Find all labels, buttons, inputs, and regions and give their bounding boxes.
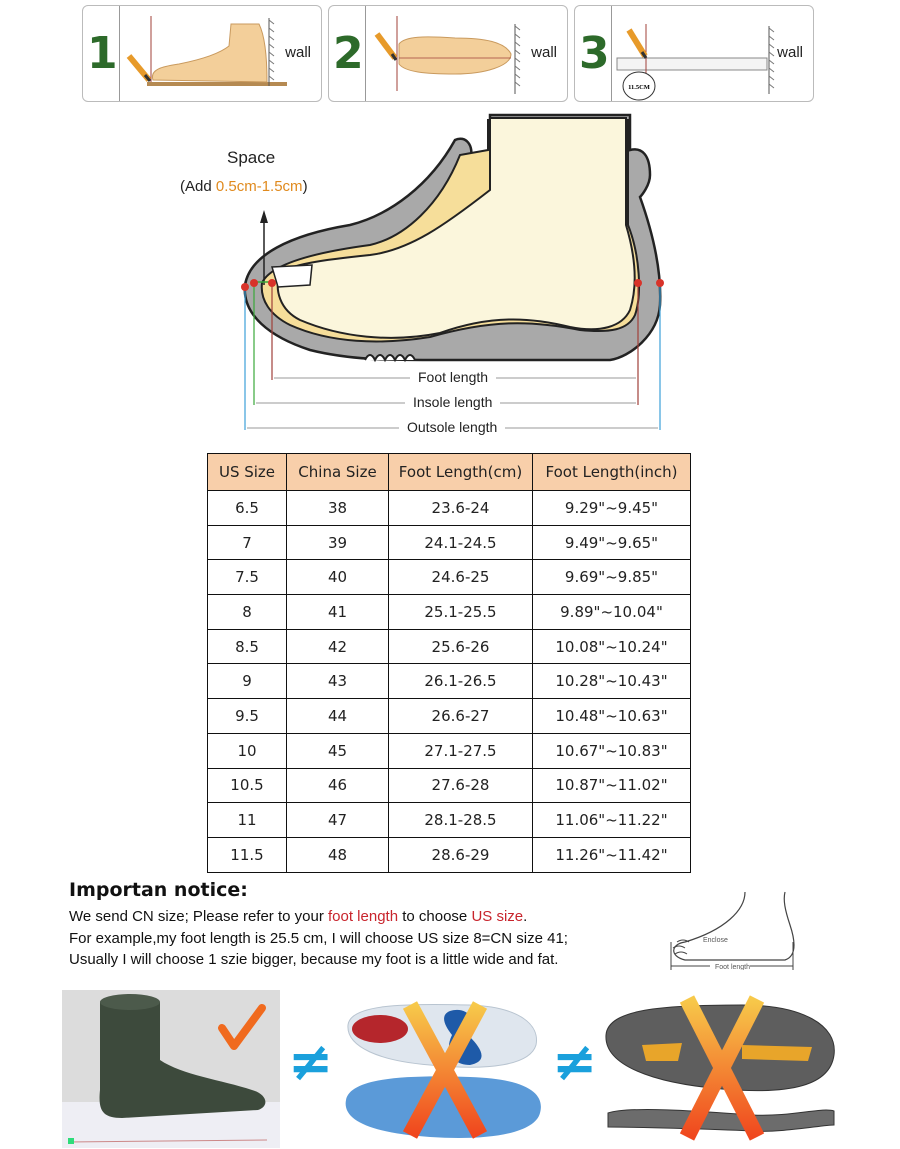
cell-china-size: 42	[287, 629, 389, 664]
cell-us-size: 8.5	[208, 629, 287, 664]
cell-foot-length-cm: 26.1-26.5	[389, 664, 533, 699]
cell-foot-length-inch: 11.06"~11.22"	[533, 803, 691, 838]
step-3-panel	[574, 5, 814, 102]
foot-length-label: Foot length	[410, 369, 496, 385]
pencil-icon	[629, 30, 646, 58]
not-equal-icon: ≠	[552, 1030, 598, 1093]
outsole-length-label: Outsole length	[399, 419, 505, 435]
table-row	[208, 664, 691, 699]
cell-foot-length-cm: 23.6-24	[389, 491, 533, 526]
outsole-photo	[602, 995, 838, 1145]
table-row	[208, 629, 691, 664]
space-value: 0.5cm-1.5cm	[215, 178, 303, 195]
us-size-highlight: US size	[471, 908, 524, 925]
svg-text:Enclose: Enclose	[703, 937, 728, 944]
cell-foot-length-cm: 25.1-25.5	[389, 595, 533, 630]
cell-us-size: 8	[208, 595, 287, 630]
step-2-panel	[328, 5, 568, 102]
cell-foot-length-cm: 28.1-28.5	[389, 803, 533, 838]
cell-foot-length-cm: 27.1-27.5	[389, 733, 533, 768]
step-number: 1	[87, 28, 118, 79]
size-chart-table	[207, 453, 691, 873]
cell-foot-length-inch: 9.29"~9.45"	[533, 491, 691, 526]
cell-foot-length-cm: 28.6-29	[389, 837, 533, 872]
cell-us-size: 11	[208, 803, 287, 838]
cell-china-size: 41	[287, 595, 389, 630]
cell-china-size: 45	[287, 733, 389, 768]
cell-china-size: 47	[287, 803, 389, 838]
foot-model-photo	[62, 990, 280, 1148]
table-row	[208, 595, 691, 630]
notice-line-1: We send CN size; Please refer to your foot length to choose US size.	[69, 908, 528, 925]
shoe-cross-section-diagram	[230, 105, 680, 435]
cell-foot-length-cm: 24.6-25	[389, 560, 533, 595]
cell-us-size: 6.5	[208, 491, 287, 526]
cell-foot-length-inch: 9.89"~10.04"	[533, 595, 691, 630]
table-row	[208, 525, 691, 560]
table-row	[208, 803, 691, 838]
cell-foot-length-cm: 24.1-24.5	[389, 525, 533, 560]
table-row	[208, 560, 691, 595]
table-row	[208, 491, 691, 526]
header-foot-length-cm: Foot Length(cm)	[389, 454, 533, 491]
notice-line-3: Usually I will choose 1 szie bigger, because my foot is a little wide and fat.	[69, 951, 559, 968]
cell-china-size: 40	[287, 560, 389, 595]
foot-length-highlight: foot length	[328, 908, 399, 925]
cell-foot-length-inch: 9.49"~9.65"	[533, 525, 691, 560]
step-number: 3	[579, 28, 610, 79]
not-equal-icon: ≠	[288, 1030, 334, 1093]
cell-china-size: 39	[287, 525, 389, 560]
wall-label: wall	[777, 44, 803, 61]
cell-foot-length-inch: 10.87"~11.02"	[533, 768, 691, 803]
step-1-panel	[82, 5, 322, 102]
cell-us-size: 10.5	[208, 768, 287, 803]
pencil-icon	[129, 56, 150, 81]
cell-foot-length-inch: 10.08"~10.24"	[533, 629, 691, 664]
checkmark-icon	[222, 1008, 262, 1046]
header-us-size: US Size	[208, 454, 287, 491]
table-header-row	[208, 454, 691, 491]
cell-us-size: 9.5	[208, 699, 287, 734]
table-row	[208, 733, 691, 768]
svg-text:11.5CM: 11.5CM	[628, 84, 650, 91]
pencil-icon	[377, 34, 396, 60]
header-foot-length-inch: Foot Length(inch)	[533, 454, 691, 491]
cell-us-size: 9	[208, 664, 287, 699]
space-title: Space	[227, 148, 276, 167]
cell-china-size: 46	[287, 768, 389, 803]
cell-foot-length-inch: 10.48"~10.63"	[533, 699, 691, 734]
cell-foot-length-inch: 11.26"~11.42"	[533, 837, 691, 872]
cell-foot-length-inch: 9.69"~9.85"	[533, 560, 691, 595]
cell-foot-length-cm: 25.6-26	[389, 629, 533, 664]
svg-text:Foot length: Foot length	[715, 964, 751, 970]
cell-china-size: 48	[287, 837, 389, 872]
cell-china-size: 38	[287, 491, 389, 526]
cell-us-size: 11.5	[208, 837, 287, 872]
header-china-size: China Size	[287, 454, 389, 491]
step-number: 2	[333, 28, 364, 79]
notice-line-2: For example,my foot length is 25.5 cm, I will choose US size 8=CN size 41;	[69, 930, 568, 947]
cell-us-size: 10	[208, 733, 287, 768]
foot-length-sketch	[665, 890, 810, 970]
cell-us-size: 7.5	[208, 560, 287, 595]
wall-label: wall	[285, 44, 311, 61]
wall-label: wall	[531, 44, 557, 61]
cell-china-size: 43	[287, 664, 389, 699]
insole-length-label: Insole length	[405, 394, 500, 410]
cell-china-size: 44	[287, 699, 389, 734]
cell-foot-length-cm: 26.6-27	[389, 699, 533, 734]
table-row	[208, 699, 691, 734]
space-add-note: (Add 0.5cm-1.5cm)	[180, 178, 308, 195]
cell-foot-length-inch: 10.28"~10.43"	[533, 664, 691, 699]
notice-title: Importan notice:	[69, 879, 248, 901]
insole-photo	[340, 995, 545, 1145]
table-row	[208, 837, 691, 872]
table-row	[208, 768, 691, 803]
cell-foot-length-inch: 10.67"~10.83"	[533, 733, 691, 768]
cell-foot-length-cm: 27.6-28	[389, 768, 533, 803]
cell-us-size: 7	[208, 525, 287, 560]
